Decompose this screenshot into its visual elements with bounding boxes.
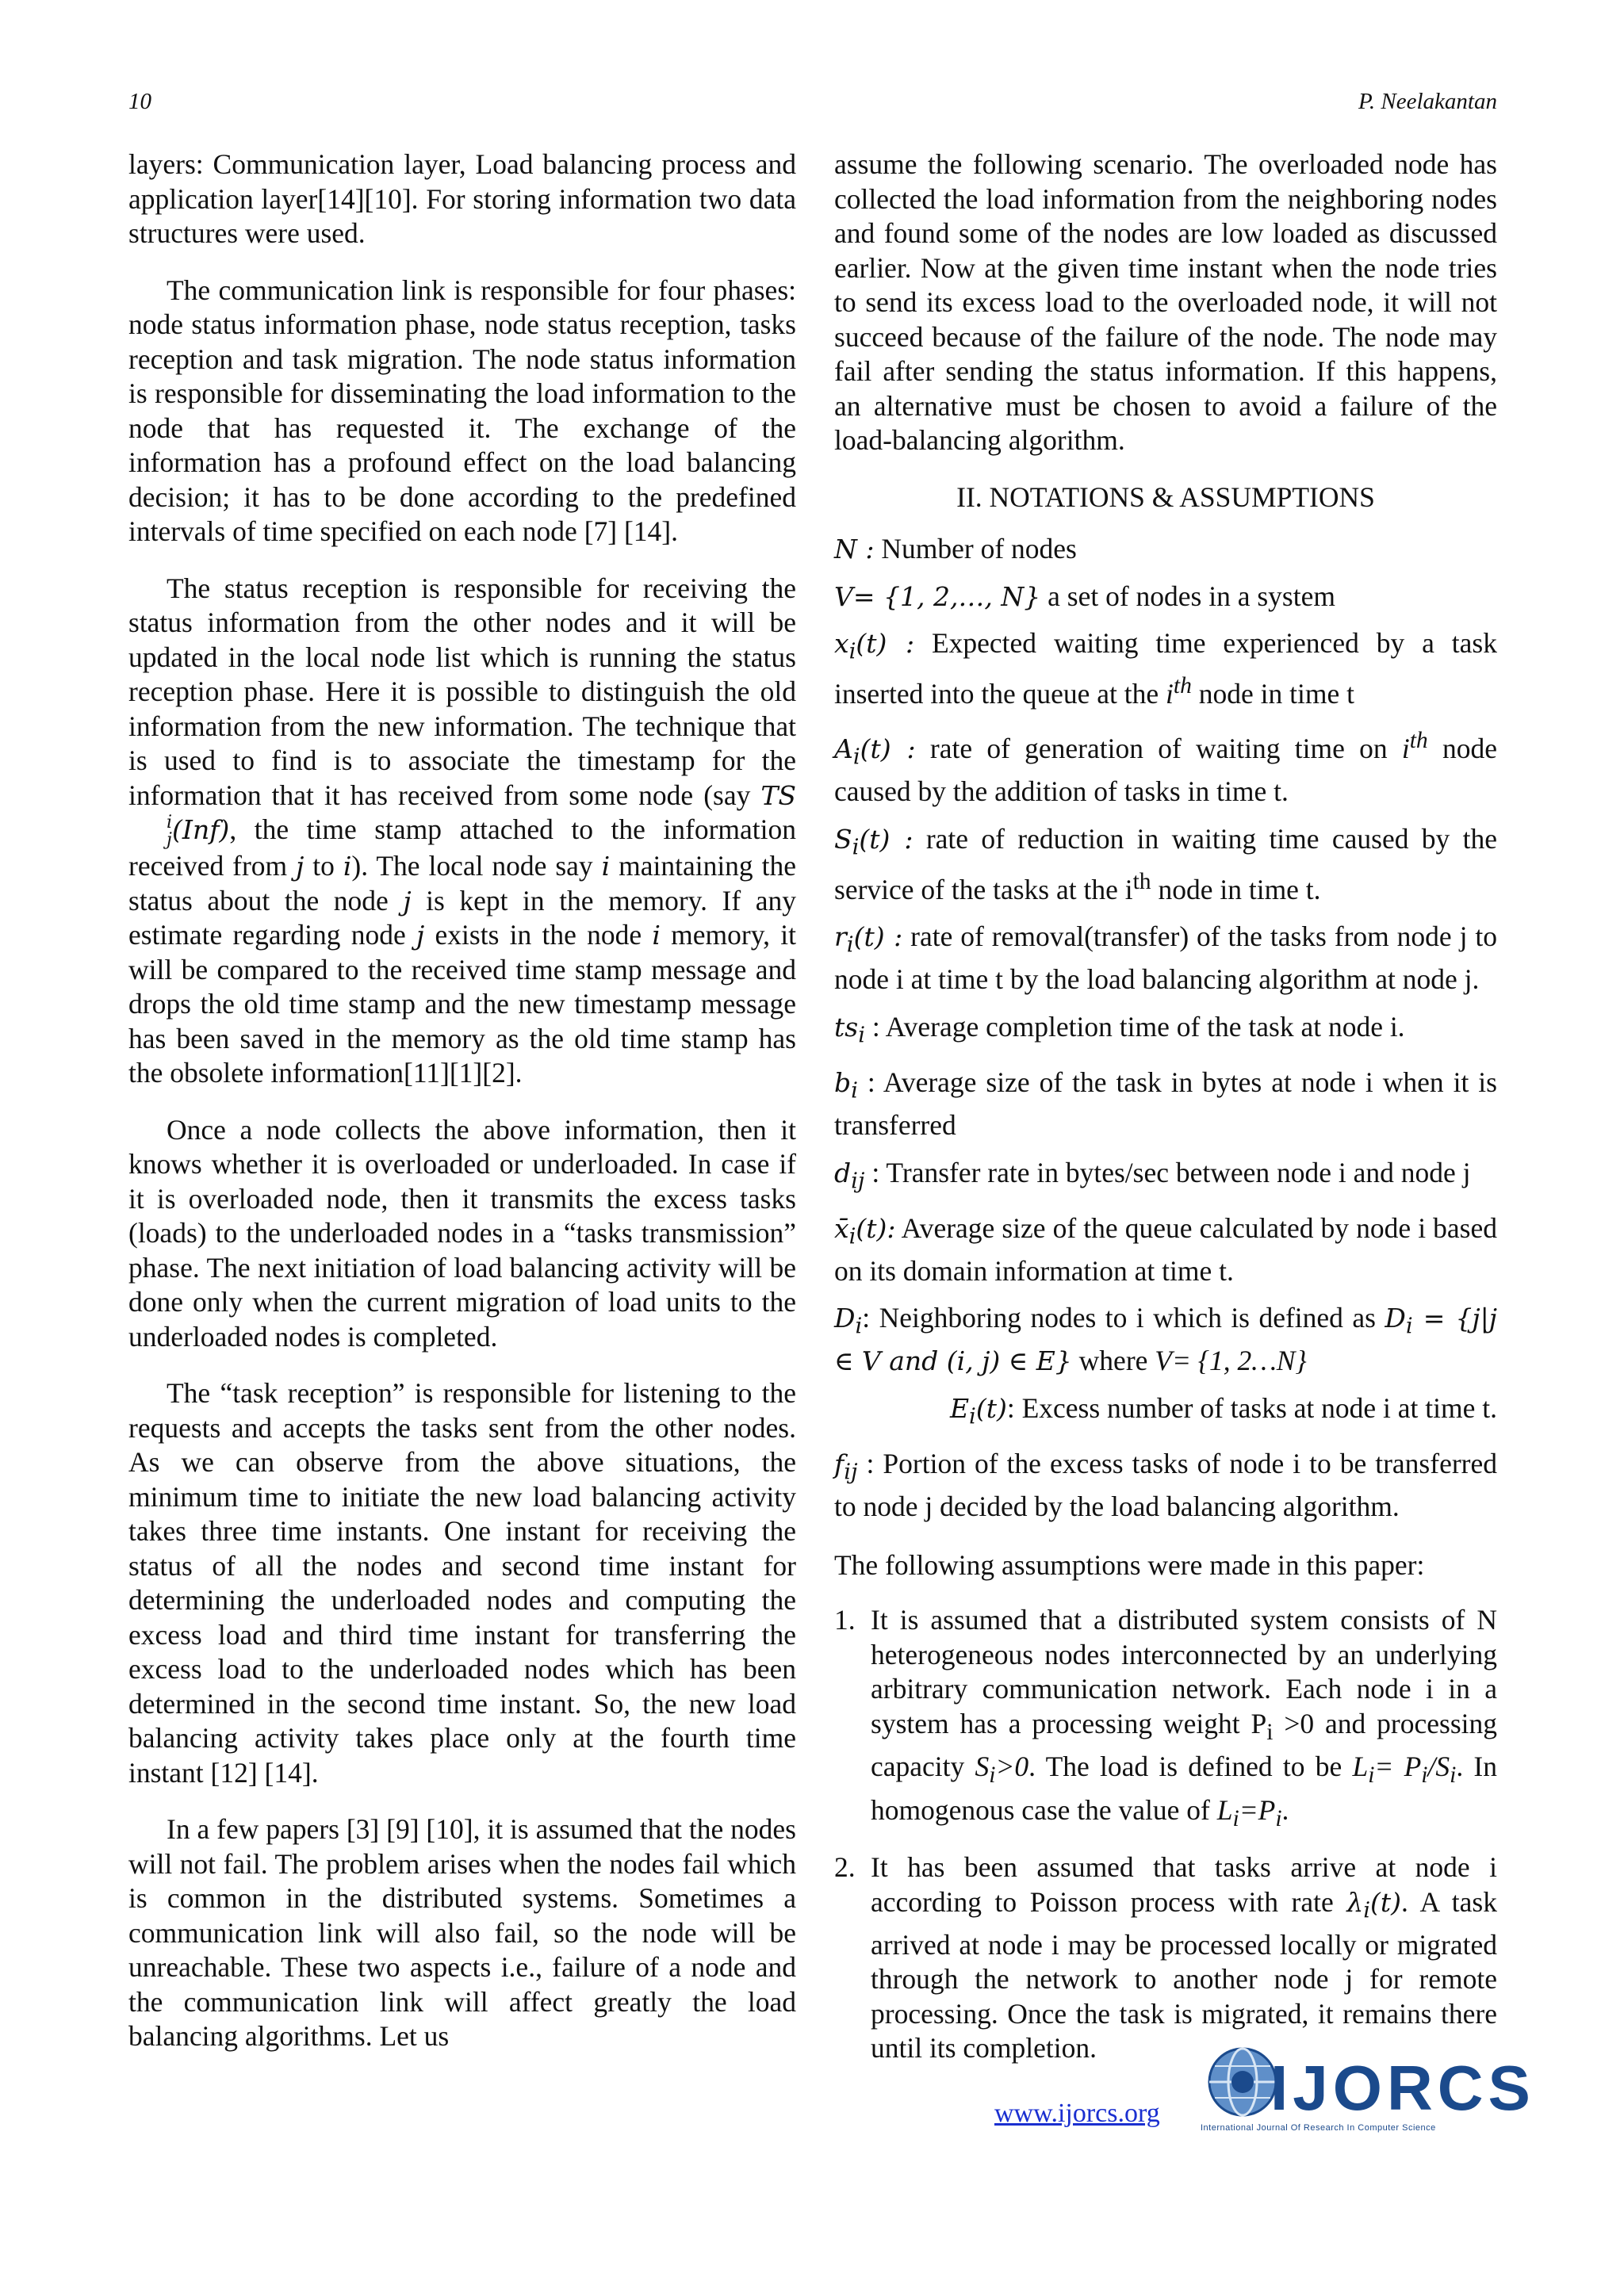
notation-d: $d_{ij}$ : Transfer rate in bytes/sec between node i and node j [834,1156,1471,1194]
paragraph: assume the following scenario. The overloaded node has collected the load information from the neighboring nodes and found some of the nodes are low loaded as discussed earlier. Now at the given time instant when the node tries to send its excess load to the overloaded node, it will not succeed because of the failure of the node. The node may fail after sending the status information. If this happens, an alternative must be chosen to avoid a failure of the load-balancing algorithm. [834,148,1497,456]
left-column [128,147,796,2076]
assumptions-intro: The following assumptions were made in this paper: [834,1548,1425,1581]
paragraph: layers: Communication layer, Load balancing process and application layer[14][10]. For storing information two data structures were used. [128,148,796,249]
ijorcs-logo [1199,2042,1535,2145]
math-ts: TS i j (Inf) [167,779,796,850]
paragraph: The communication link is responsible for four phases: node status information phase, node status reception, tasks reception and task migration. The node status information is responsible for disseminating the load information to the node that has requested it. The exchange of the information has a profound effect on the load balancing decision; it has to be done according to the predefined intervals of time specified on each node [7] [14]. [128,274,796,547]
notation-N: N : Number of nodes [834,533,1077,564]
paragraph: Once a node collects the above information, then it knows whether it is overloaded or underloaded. In case if it is overloaded node, then it transmits the excess tasks (loads) to the underloaded nodes in a “tasks transmission” phase. The next initiation of load balancing activity will be done only when the current migration of load units to the underloaded nodes is completed. [128,1113,796,1353]
paragraph: The status reception is responsible for receiving the status information from the other nodes and it will be updated in the local node list which is running the status reception phase. Here it is possible to distinguish the old information from the new information. The technique that is used to find is to associate the timestamp for the information that it has received from some node (say TS i j (Inf), the time stamp attached to the information received from j to i). The local node say i maintaining the status about the node j is kept in the memory. If any estimate regarding node j exists in the node i memory, it will be compared to the received time stamp message and drops the old time stamp and the new timestamp message has been saved in the memory as the old time stamp has the obsolete information[11][1][2]. [128,572,796,1089]
running-header-author: P. Neelakantan [1358,89,1497,114]
notation-A: $A_i(t)$ : rate of generation of waiting time on $i^{th}$ node caused by the addition of tasks in time t. [834,728,1497,808]
paragraph: The “task reception” is responsible for listening to the requests and accepts the tasks sent from the other nodes. As we can observe from the above situations, the minimum time to initiate the new load balancing activity takes three time instants. One instant for receiving the status of all the nodes and second time instant for determining the underloaded nodes and computing the excess load and third time instant for transferring the excess load to the underloaded nodes which has been determined in the second time instant. So, the new load balancing activity takes place only at the fourth time instant [12] [14]. [128,1377,796,1789]
list-item: 1. It is assumed that a distributed system consists of N heterogeneous nodes interconnected by an underlying arbitrary communication network. Each node i in a system has a processing weight $P_i >0$ and processing capacity $S_i>0$. The load is defined to be $L_i= P_i/S_i$. In homogenous case the value of $L_i=P_i$. [834,1604,1497,1831]
notation-b: $b_i$ : Average size of the task in bytes at node i when it is transferred [834,1066,1497,1142]
logo-tagline: International Journal Of Research In Computer Science [1201,2123,1436,2133]
notation-x: $x_i(t)$ : Expected waiting time experienced by a task inserted into the queue at the $i^{th}$ node in time t [834,627,1497,710]
section-heading: II. NOTATIONS & ASSUMPTIONS [956,480,1375,513]
notation-xbar: $x̄_i(t)$: Average size of the queue calculated by node i based on its domain information at time t. [834,1211,1497,1287]
journal-website-link[interactable]: www.ijorcs.org [994,2099,1160,2128]
notation-r: $r_i(t)$ : rate of removal(transfer) of the tasks from node j to node i at time t by the load balancing algorithm at node j. [834,920,1498,996]
assumptions-list [834,1603,1497,2066]
notation-E: $E_i(t)$: Excess number of tasks at node i at time t. [949,1391,1497,1429]
notation-D: $D_i$: Neighboring nodes to i which is defined as $D_i = \{j|j$ ∈ V and (i, j) ∈ E} where V= {1, 2…N} [834,1302,1497,1377]
notation-ts: $ts_i$ : Average completion time of the task at node i. [834,1010,1405,1048]
page-number: 10 [128,89,151,114]
paragraph: In a few papers [3] [9] [10], it is assumed that the nodes will not fail. The problem arises when the nodes fail which is common in the distributed systems. Sometimes a communication link will also fail, so the node will be unreachable. These two aspects i.e., failure of a node and the communication link will affect greatly the load balancing algorithms. Let us [128,1813,796,2052]
notation-f: $f_{ij}$ : Portion of the excess tasks of node i to be transferred to node j decided by the load balancing algorithm. [834,1447,1497,1523]
notation-V: V= {1, 2,…, N} a set of nodes in a system [834,580,1335,612]
notation-S: $S_i(t)$ : rate of reduction in waiting time caused by the service of the tasks at the $i^{th}$ node in time t. [834,822,1498,905]
list-item: 2. It has been assumed that tasks arrive at node i according to Poisson process with rate $\lambda_i(t)$. A task arrived at node i may be processed locally or migrated through the network to another node j for remote processing. Once the task is migrated, it remains there until its completion. [834,1851,1497,2064]
right-column [834,147,1497,2080]
logo-wordmark: IJORCS [1270,2053,1535,2123]
